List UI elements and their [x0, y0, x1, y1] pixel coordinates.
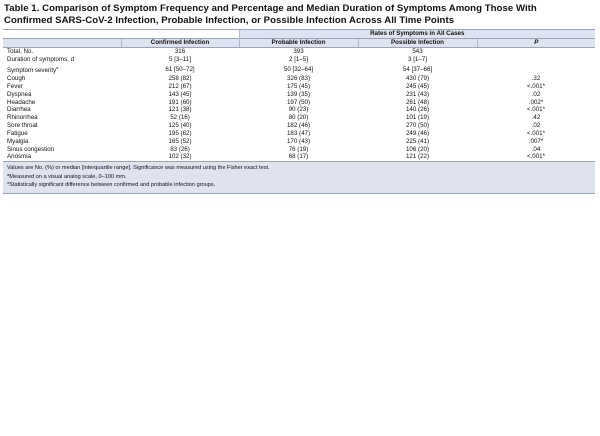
cell-confirmed: 61 [50–72] — [165, 65, 195, 73]
cell-confirmed: 125 (40) — [168, 122, 192, 130]
cell-possible: 249 (46) — [405, 129, 430, 137]
cell-p-value: <.001* — [526, 82, 546, 90]
table-row — [3, 146, 595, 154]
cell-p-value: .02 — [531, 90, 541, 98]
table-row — [3, 48, 595, 56]
table-footnotes — [3, 161, 595, 194]
column-header-possible: Possible Infection — [358, 39, 477, 48]
cell-probable: 197 (50) — [286, 98, 311, 106]
cell-p-value: <.001* — [526, 129, 546, 137]
row-label: Rhinorrhea — [7, 114, 38, 122]
cell-confirmed: 191 (60) — [168, 98, 192, 106]
row-label: Headache — [7, 98, 36, 106]
cell-possible: 3 [1–7] — [408, 56, 427, 64]
table-row — [3, 56, 595, 64]
symptoms-table — [3, 29, 595, 161]
cell-confirmed: 121 (38) — [168, 106, 192, 114]
footnote-significance: *Statistically significant difference between confirmed and probable infection groups. — [7, 182, 216, 189]
table-title — [4, 3, 595, 27]
cell-possible: 140 (26) — [405, 106, 430, 114]
row-label: Diarrhea — [7, 106, 31, 114]
cell-possible: 430 (79) — [405, 75, 430, 82]
table-title-line-1: Table 1. Comparison of Symptom Frequency and Percentage and Median Duration of Symptoms Among Those With — [4, 3, 537, 14]
footnote-severity-scale: $^a$Measured on a visual analog scale, 0–100 mm. — [7, 171, 127, 180]
cell-probable: 76 (19) — [288, 145, 309, 153]
row-label: Fatigue — [7, 129, 28, 137]
header-blank-cell — [3, 30, 121, 39]
cell-possible: 245 (45) — [405, 82, 430, 90]
table-group-header-row — [3, 30, 595, 39]
cell-probable: 50 [32–64] — [283, 65, 314, 73]
cell-probable: 68 (17) — [288, 153, 309, 161]
table-row — [3, 64, 595, 75]
cell-possible: 101 (19) — [405, 114, 430, 122]
row-label: Sinus congestion — [7, 145, 55, 153]
row-label: Sore throat — [7, 122, 38, 130]
column-header-confirmed: Confirmed Infection — [121, 39, 239, 48]
cell-confirmed: 258 (82) — [168, 75, 192, 82]
group-header-rates: Rates of Symptoms in All Cases — [239, 30, 595, 39]
cell-confirmed: 5 [3–11] — [169, 56, 191, 64]
table-body — [3, 48, 595, 161]
table-figure — [3, 3, 595, 194]
row-label: Total, No. — [7, 48, 34, 56]
cell-p-value: .32 — [531, 75, 541, 82]
cell-probable: 182 (46) — [286, 122, 311, 130]
table-row — [3, 138, 595, 146]
cell-confirmed: 316 — [174, 48, 186, 56]
cell-probable: 139 (35) — [286, 90, 311, 98]
cell-p-value: <.001* — [526, 153, 546, 161]
cell-possible: 121 (22) — [405, 153, 430, 161]
table-row — [3, 130, 595, 138]
row-label: Duration of symptoms, d — [7, 56, 75, 64]
cell-probable: 326 (83) — [286, 75, 311, 82]
cell-probable: 2 [1–5] — [289, 56, 308, 64]
row-label: Dyspnea — [7, 90, 32, 98]
cell-confirmed: 165 (52) — [168, 137, 192, 145]
cell-p-value: .04 — [531, 145, 541, 153]
row-label: Fever — [7, 82, 23, 90]
cell-confirmed: 212 (67) — [168, 82, 192, 90]
cell-probable: 175 (45) — [286, 82, 311, 90]
table-row — [3, 153, 595, 161]
column-header-p: P — [477, 39, 595, 48]
header-blank-cell — [121, 30, 239, 39]
table-row — [3, 114, 595, 122]
cell-possible: 225 (41) — [405, 137, 430, 145]
table-row — [3, 91, 595, 99]
cell-p-value: .02 — [531, 122, 541, 130]
cell-possible: 106 (20) — [405, 145, 430, 153]
table-row — [3, 99, 595, 107]
cell-possible: 231 (43) — [405, 90, 430, 98]
header-label-cell — [3, 39, 121, 48]
row-label: Myalgia — [7, 137, 29, 145]
cell-possible: 261 (48) — [405, 98, 430, 106]
cell-p-value: .002* — [528, 98, 544, 106]
footnote-values: Values are No. (%) or median [interquartile range]. Significance was measured using the Fisher exact test. — [7, 165, 270, 172]
cell-possible: 270 (50) — [405, 122, 430, 130]
row-label: Symptom severity$^a$ — [7, 65, 59, 75]
cell-probable: 170 (43) — [286, 137, 311, 145]
table-column-header-row — [3, 39, 595, 48]
table-title-line-2: Confirmed SARS-CoV-2 Infection, Probable Infection, or Possible Infection Across All Time Points — [4, 15, 455, 27]
cell-p-value — [477, 56, 595, 64]
cell-p-value: <.001* — [526, 106, 546, 114]
cell-possible: 543 — [412, 48, 423, 56]
cell-confirmed: 52 (16) — [170, 114, 190, 122]
cell-probable: 183 (47) — [286, 129, 311, 137]
table-row — [3, 122, 595, 130]
row-label: Anosmia — [7, 153, 32, 161]
row-label: Cough — [7, 75, 26, 82]
table-row — [3, 75, 595, 83]
table-row — [3, 83, 595, 91]
cell-probable: 80 (20) — [288, 114, 309, 122]
column-header-probable: Probable Infection — [239, 39, 358, 48]
cell-p-value: .007* — [528, 137, 544, 145]
table-row — [3, 106, 595, 114]
cell-confirmed: 195 (62) — [168, 129, 192, 137]
cell-probable: 393 — [293, 48, 304, 56]
cell-confirmed: 102 (32) — [168, 153, 192, 161]
cell-probable: 90 (23) — [288, 106, 309, 114]
cell-confirmed: 143 (45) — [168, 90, 192, 98]
cell-p-value — [477, 48, 595, 56]
cell-p-value — [477, 64, 595, 75]
cell-confirmed: 83 (26) — [170, 145, 190, 153]
cell-possible: 54 [37–66] — [402, 65, 433, 73]
cell-p-value: .42 — [531, 114, 541, 122]
